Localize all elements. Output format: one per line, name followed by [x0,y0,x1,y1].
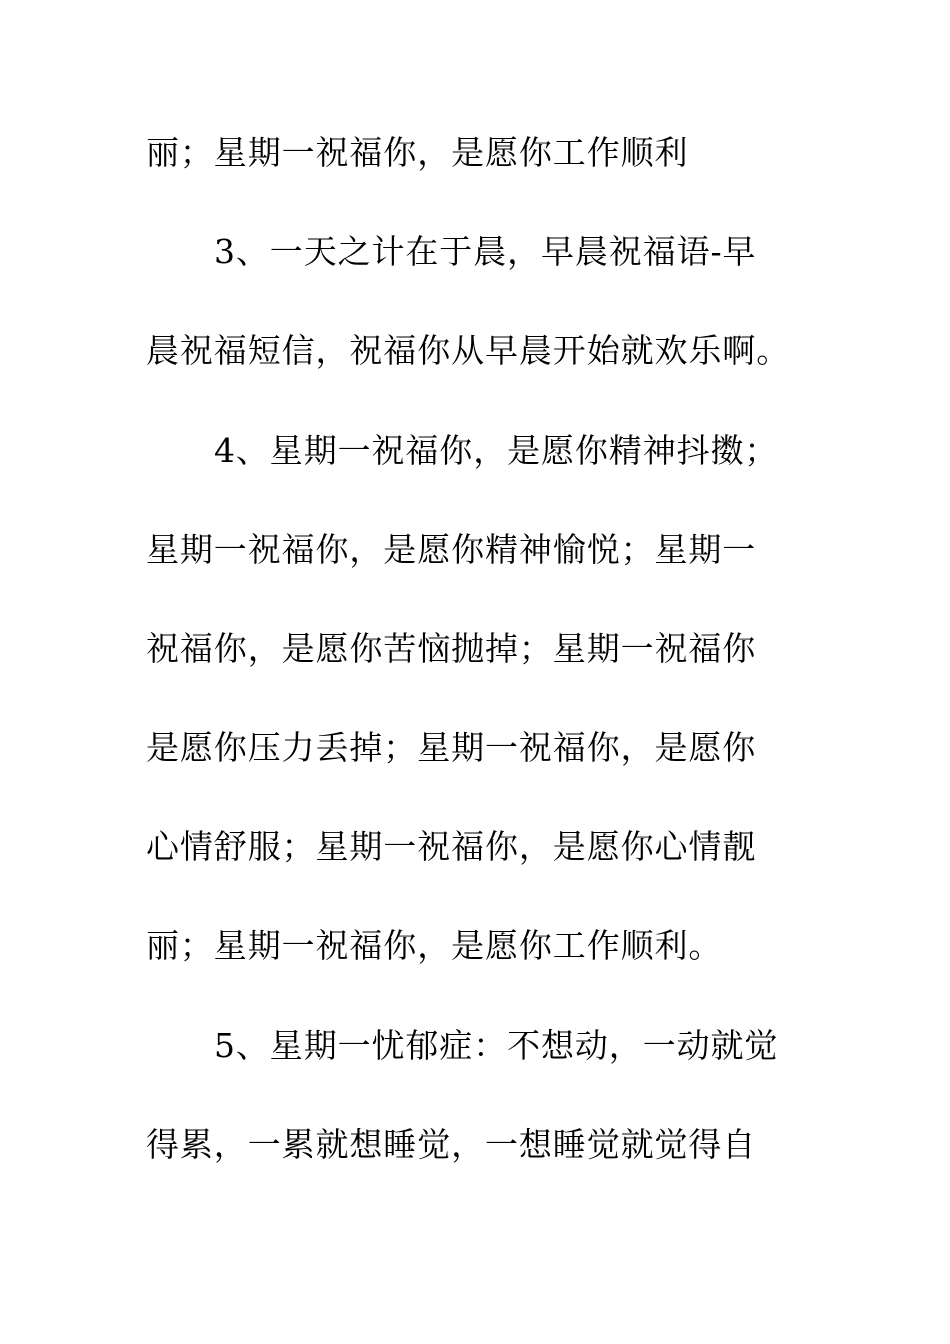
text-line-10: 5、星期一忧郁症：不想动，一动就觉 [214,1026,779,1065]
text-line-4: 4、星期一祝福你，是愿你精神抖擞； [214,431,779,470]
text-line-7: 是愿你压力丢掉；星期一祝福你，是愿你 [146,728,757,767]
text-line-1: 丽；星期一祝福你，是愿你工作顺利 [146,133,689,172]
text-line-11: 得累，一累就想睡觉，一想睡觉就觉得自 [146,1125,757,1164]
text-line-6: 祝福你，是愿你苦恼抛掉；星期一祝福你 [146,629,757,668]
text-line-5: 星期一祝福你，是愿你精神愉悦；星期一 [146,530,757,569]
text-line-2: 3、一天之计在于晨，早晨祝福语-早 [214,232,757,271]
text-line-3: 晨祝福短信，祝福你从早晨开始就欢乐啊。 [146,331,791,370]
text-line-9: 丽；星期一祝福你，是愿你工作顺利。 [146,926,723,965]
text-line-8: 心情舒服；星期一祝福你，是愿你心情靓 [146,827,757,866]
